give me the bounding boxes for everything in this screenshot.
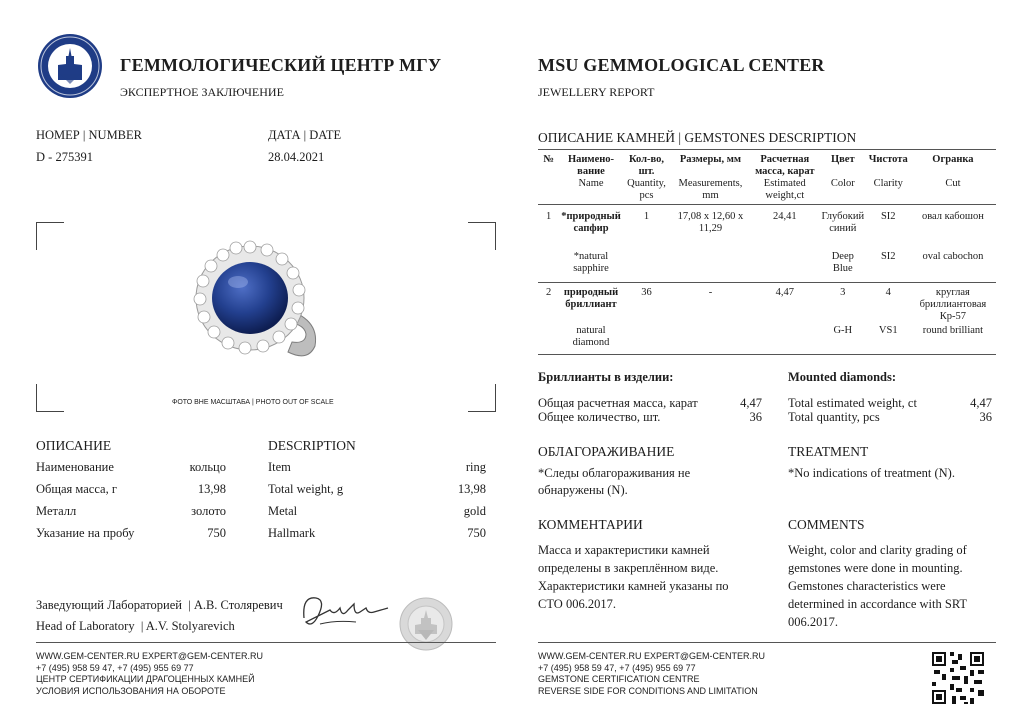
table-cell: oval cabochon <box>922 250 984 262</box>
footer-line: +7 (495) 958 59 47, +7 (495) 955 69 77 <box>36 662 194 673</box>
table-cell: *природный сапфир <box>561 211 621 235</box>
photo-frame-corner <box>36 384 64 412</box>
table-cell: овал кабошон <box>921 211 984 223</box>
date-value: 28.04.2021 <box>268 150 325 164</box>
number-value: D - 275391 <box>36 150 93 164</box>
table-cell <box>670 325 750 355</box>
col-header: Кол-во, шт. <box>628 154 665 178</box>
table-cell: 24,41 <box>772 211 797 223</box>
mounted-ru-value: 36 <box>749 410 762 424</box>
msu-logo <box>38 34 102 98</box>
footer-divider-left <box>36 642 496 643</box>
comments-heading-en: COMMENTS <box>788 517 865 532</box>
col-header: Cut <box>945 178 961 190</box>
footer-left <box>36 651 263 697</box>
desc-en-value: 13,98 <box>457 482 486 496</box>
col-header: Name <box>578 178 604 190</box>
col-header <box>538 178 559 205</box>
signature-image <box>296 586 396 636</box>
gemstones-table <box>538 154 996 355</box>
col-header: Наимено-вание <box>567 154 615 178</box>
table-cell: VS1 <box>878 324 898 336</box>
col-header: Clarity <box>873 178 903 190</box>
footer-line: GEMSTONE CERTIFICATION CENTRE <box>538 674 700 684</box>
table-cell <box>538 251 559 283</box>
comments-heading-ru: КОММЕНТАРИИ <box>538 517 643 532</box>
table-cell: Глубокий синий <box>821 211 865 235</box>
table-header-en <box>538 178 996 205</box>
col-header: Color <box>830 178 855 190</box>
col-header: Расчетная масса, карат <box>755 154 815 178</box>
photo-frame-corner <box>468 222 496 250</box>
desc-en-value: 750 <box>467 526 486 540</box>
mounted-en-label: Total quantity, pcs <box>788 410 880 424</box>
mounted-en-value: 36 <box>979 410 992 424</box>
mounted-ru-label: Общая расчетная масса, карат <box>538 396 698 410</box>
table-cell: природный бриллиант <box>563 287 619 311</box>
col-header: Огранка <box>932 154 974 165</box>
description-heading-ru: ОПИСАНИЕ <box>36 438 112 453</box>
col-header: Estimated weight,ct <box>763 178 806 202</box>
desc-ru-label: Металл <box>36 504 77 518</box>
footer-right <box>538 651 765 697</box>
desc-ru-value: золото <box>191 504 226 518</box>
desc-ru-label: Указание на пробу <box>36 526 135 540</box>
treatment-heading-ru: ОБЛАГОРАЖИВАНИЕ <box>538 444 675 459</box>
mounted-heading-ru: Бриллианты в изделии: <box>538 370 674 384</box>
table-row <box>538 251 996 283</box>
table-top-rule <box>538 149 996 150</box>
col-header: Чистота <box>868 154 908 165</box>
col-header: Цвет <box>830 154 855 165</box>
table-cell <box>751 251 819 283</box>
description-heading-en: DESCRIPTION <box>268 438 356 453</box>
table-cell: *natural sapphire <box>573 250 609 274</box>
table-cell: круглая бриллиантовая Кр-57 <box>919 287 987 323</box>
table-cell: SI2 <box>880 211 896 223</box>
table-cell: 17,08 x 12,60 x 11,29 <box>677 211 744 235</box>
table-row <box>538 205 996 251</box>
seal-stamp <box>398 596 454 652</box>
table-row <box>538 325 996 355</box>
date-label: ДАТА | DATE <box>268 128 342 142</box>
table-cell: 1 <box>643 211 650 223</box>
table-cell <box>751 325 819 355</box>
col-header: № <box>543 154 554 165</box>
footer-line: REVERSE SIDE FOR CONDITIONS AND LIMITATION <box>538 685 758 696</box>
desc-ru-label: Наименование <box>36 460 114 474</box>
center-title-en: MSU GEMMOLOGICAL CENTER <box>538 55 825 75</box>
table-cell <box>670 251 750 283</box>
comments-text-ru: Масса и характеристики камней определены в закреплённом виде. Характеристики камней указаны по СТО 006.2017. <box>538 543 729 611</box>
comments-text-en: Weight, color and clarity grading of gemstones were done in mounting. Gemstones characteristics were determined in accordance with SRT 006.2017. <box>788 543 967 629</box>
mounted-ru-label: Общее количество, шт. <box>538 410 661 424</box>
desc-ru-value: 13,98 <box>197 482 226 496</box>
desc-ru-label: Общая масса, г <box>36 482 117 496</box>
desc-en-label: Item <box>268 460 291 474</box>
desc-ru-value: кольцо <box>189 460 226 474</box>
table-cell: - <box>708 287 713 299</box>
head-of-lab-en: Head of Laboratory | A.V. Stolyarevich <box>36 619 235 633</box>
number-label: НОМЕР | NUMBER <box>36 128 142 142</box>
table-cell <box>538 325 559 355</box>
desc-en-label: Metal <box>268 504 298 518</box>
footer-line: УСЛОВИЯ ИСПОЛЬЗОВАНИЯ НА ОБОРОТЕ <box>36 685 226 696</box>
footer-line: WWW.GEM-CENTER.RU EXPERT@GEM-CENTER.RU <box>36 651 263 661</box>
treatment-heading-en: TREATMENT <box>788 444 869 459</box>
mounted-en-label: Total estimated weight, ct <box>788 396 917 410</box>
table-header-ru <box>538 154 996 178</box>
treatment-text-ru: *Следы облагораживания не обнаружены (N). <box>538 466 691 497</box>
mounted-heading-en: Mounted diamonds: <box>788 370 897 384</box>
photo-frame-corner <box>36 222 64 250</box>
head-of-lab-ru: Заведующий Лабораторией | А.В. Столяревич <box>36 598 283 612</box>
table-cell: SI2 <box>880 250 896 262</box>
footer-divider-right <box>538 642 996 643</box>
table-cell: 4 <box>885 287 891 299</box>
desc-en-label: Hallmark <box>268 526 316 540</box>
col-header: Measurements, mm <box>678 178 743 202</box>
table-cell: G-H <box>833 324 853 336</box>
report-type-ru: ЭКСПЕРТНОЕ ЗАКЛЮЧЕНИЕ <box>120 85 284 99</box>
mounted-en-value: 4,47 <box>970 396 992 410</box>
photo-frame-corner <box>468 384 496 412</box>
table-cell <box>623 325 670 355</box>
table-cell: 36 <box>641 287 652 299</box>
gemstones-heading: ОПИСАНИЕ КАМНЕЙ | GEMSTONES DESCRIPTION <box>538 130 857 145</box>
table-cell <box>623 251 670 283</box>
desc-en-label: Total weight, g <box>268 482 344 496</box>
table-cell: round brilliant <box>922 324 984 336</box>
footer-line: ЦЕНТР СЕРТИФИКАЦИИ ДРАГОЦЕННЫХ КАМНЕЙ <box>36 674 255 684</box>
desc-ru-value: 750 <box>207 526 226 540</box>
mounted-ru-value: 4,47 <box>740 396 762 410</box>
desc-en-value: gold <box>463 504 486 518</box>
treatment-text-en: *No indications of treatment (N). <box>788 466 955 480</box>
qr-code <box>930 650 986 706</box>
table-cell: 4,47 <box>775 287 794 299</box>
table-cell: 2 <box>545 287 552 299</box>
ring-photo <box>190 238 340 368</box>
table-cell: natural diamond <box>572 324 610 348</box>
col-header: Размеры, мм <box>679 154 742 165</box>
center-title-ru: ГЕММОЛОГИЧЕСКИЙ ЦЕНТР МГУ <box>120 55 442 75</box>
col-header: Quantity, pcs <box>627 178 666 202</box>
footer-line: +7 (495) 958 59 47, +7 (495) 955 69 77 <box>538 662 696 673</box>
footer-line: WWW.GEM-CENTER.RU EXPERT@GEM-CENTER.RU <box>538 651 765 661</box>
photo-caption: ФОТО ВНЕ МАСШТАБА | PHOTO OUT OF SCALE <box>172 399 334 406</box>
table-row <box>538 283 996 325</box>
table-cell: Deep Blue <box>831 250 854 274</box>
table-cell: 1 <box>545 211 552 223</box>
table-cell: 3 <box>840 287 846 299</box>
desc-en-value: ring <box>465 460 486 474</box>
report-type-en: JEWELLERY REPORT <box>538 85 655 99</box>
